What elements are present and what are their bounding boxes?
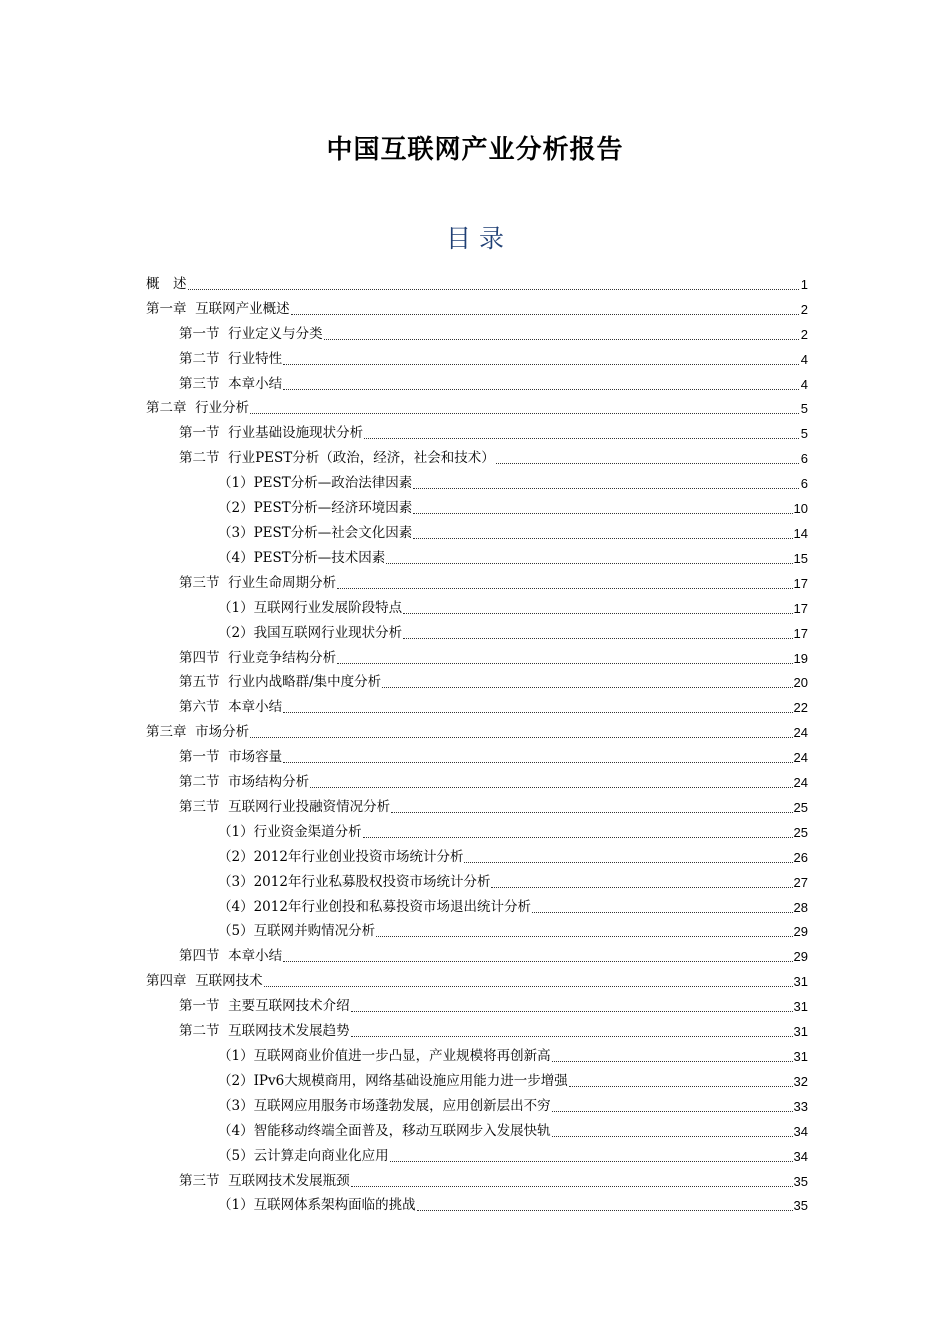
dot-leader <box>464 862 792 863</box>
toc-entry[interactable] <box>146 1040 808 1065</box>
dot-leader <box>417 1210 793 1211</box>
toc-entry[interactable] <box>146 393 808 418</box>
toc-entry-title: 第三章 市场分析 <box>146 724 250 741</box>
toc-page-number: 35 <box>793 1198 808 1214</box>
dot-leader <box>250 413 799 414</box>
toc-page-number: 24 <box>793 750 808 766</box>
toc-entry[interactable] <box>146 492 808 517</box>
dot-leader <box>310 787 792 788</box>
toc-entry-title: 第六节 本章小结 <box>179 699 283 716</box>
dot-leader <box>413 538 792 539</box>
toc-page-number: 19 <box>793 650 808 666</box>
dot-leader <box>337 663 792 664</box>
toc-page-number: 2 <box>800 326 808 342</box>
dot-leader <box>250 737 792 738</box>
toc-entry[interactable] <box>146 517 808 542</box>
toc-entry-title: （1）互联网体系架构面临的挑战 <box>218 1197 416 1214</box>
toc-entry[interactable] <box>146 990 808 1015</box>
toc-page-number: 17 <box>793 625 808 641</box>
toc-entry[interactable] <box>146 368 808 393</box>
toc-entry[interactable] <box>146 642 808 667</box>
toc-page-number: 20 <box>793 675 808 691</box>
table-of-contents <box>146 268 808 1214</box>
dot-leader <box>264 986 793 987</box>
toc-entry[interactable] <box>146 542 808 567</box>
dot-leader <box>496 463 799 464</box>
toc-entry[interactable] <box>146 467 808 492</box>
toc-entry-title: 第四节 行业竞争结构分析 <box>179 649 337 666</box>
dot-leader <box>351 1011 793 1012</box>
toc-entry[interactable] <box>146 766 808 791</box>
toc-heading: 目 录 <box>446 224 504 253</box>
toc-entry[interactable] <box>146 1065 808 1090</box>
toc-entry-title: 第三节 本章小结 <box>179 375 283 392</box>
toc-entry[interactable] <box>146 866 808 891</box>
toc-page-number: 1 <box>800 276 808 292</box>
toc-entry[interactable] <box>146 965 808 990</box>
toc-entry-title: （2）IPv6大规模商用，网络基础设施应用能力进一步增强 <box>218 1072 568 1089</box>
toc-page-number: 14 <box>793 525 808 541</box>
dot-leader <box>291 314 799 315</box>
toc-entry-title: 第一节 市场容量 <box>179 749 283 766</box>
toc-entry-title: 第二节 行业PEST分析（政治，经济，社会和技术） <box>179 450 495 467</box>
toc-entry-title: 第二节 互联网技术发展趋势 <box>179 1023 350 1040</box>
toc-page-number: 17 <box>793 575 808 591</box>
dot-leader <box>283 762 792 763</box>
toc-entry-title: 第三节 互联网技术发展瓶颈 <box>179 1172 350 1189</box>
dot-leader <box>413 488 799 489</box>
toc-entry[interactable] <box>146 617 808 642</box>
toc-entry-title: （1）行业资金渠道分析 <box>218 823 362 840</box>
toc-entry-title: （3）2012年行业私募股权投资市场统计分析 <box>218 873 491 890</box>
toc-page-number: 24 <box>793 725 808 741</box>
toc-entry[interactable] <box>146 1090 808 1115</box>
dot-leader <box>552 1111 793 1112</box>
toc-entry-title: 第一节 行业基础设施现状分析 <box>179 425 364 442</box>
dot-leader <box>283 364 799 365</box>
dot-leader <box>351 1186 793 1187</box>
dot-leader <box>532 912 793 913</box>
dot-leader <box>569 1086 793 1087</box>
dot-leader <box>376 936 792 937</box>
toc-entry[interactable] <box>146 667 808 692</box>
toc-entry[interactable] <box>146 442 808 467</box>
toc-entry-title: 第五节 行业内战略群/集中度分析 <box>179 674 382 691</box>
toc-entry[interactable] <box>146 1190 808 1215</box>
toc-entry[interactable] <box>146 691 808 716</box>
toc-page-number: 34 <box>793 1123 808 1139</box>
dot-leader <box>382 687 792 688</box>
toc-page-number: 27 <box>793 874 808 890</box>
toc-entry-title: （4）PEST分析—技术因素 <box>218 549 386 566</box>
toc-entry[interactable] <box>146 1115 808 1140</box>
toc-entry[interactable] <box>146 1140 808 1165</box>
toc-page-number: 31 <box>793 1049 808 1064</box>
dot-leader <box>188 289 800 290</box>
toc-page-number: 10 <box>793 501 808 517</box>
toc-entry-title: 第二章 行业分析 <box>146 400 250 417</box>
toc-entry[interactable] <box>146 791 808 816</box>
toc-entry-title: 第一章 互联网产业概述 <box>146 300 290 317</box>
toc-page-number: 22 <box>793 700 808 716</box>
dot-leader <box>403 638 792 639</box>
dot-leader <box>552 1061 793 1062</box>
toc-entry-title: （3）PEST分析—社会文化因素 <box>218 524 413 541</box>
dot-leader <box>552 1136 793 1137</box>
dot-leader <box>413 513 792 514</box>
toc-page-number: 15 <box>793 550 808 566</box>
toc-entry[interactable] <box>146 417 808 442</box>
dot-leader <box>364 438 799 439</box>
dot-leader <box>283 961 792 962</box>
toc-page-number: 5 <box>800 426 808 442</box>
toc-entry-title: （2）2012年行业创业投资市场统计分析 <box>218 848 464 865</box>
toc-page-number: 35 <box>793 1173 808 1189</box>
toc-page-number: 4 <box>800 351 808 367</box>
toc-entry[interactable] <box>146 841 808 866</box>
toc-entry[interactable] <box>146 741 808 766</box>
toc-entry-title: （5）互联网并购情况分析 <box>218 923 376 940</box>
toc-entry-title: 第四章 互联网技术 <box>146 973 263 990</box>
toc-entry-title: 第一节 行业定义与分类 <box>179 325 323 342</box>
toc-page-number: 31 <box>793 1024 808 1040</box>
dot-leader <box>283 389 799 390</box>
toc-entry[interactable] <box>146 916 808 941</box>
dot-leader <box>363 837 793 838</box>
toc-entry-title: 第三节 行业生命周期分析 <box>179 574 337 591</box>
document-title: 中国互联网产业分析报告 <box>326 135 624 165</box>
toc-entry-title: （2）PEST分析—经济环境因素 <box>218 500 413 517</box>
toc-entry[interactable] <box>146 940 808 965</box>
toc-entry-title: （3）互联网应用服务市场蓬勃发展，应用创新层出不穷 <box>218 1097 551 1114</box>
toc-page-number: 26 <box>793 849 808 865</box>
toc-entry-title: （2）我国互联网行业现状分析 <box>218 624 403 641</box>
toc-page-number: 29 <box>793 924 808 940</box>
toc-entry[interactable] <box>146 1165 808 1190</box>
dot-leader <box>390 1161 793 1162</box>
toc-entry-title: 第一节 主要互联网技术介绍 <box>179 998 350 1015</box>
toc-page-number: 6 <box>800 476 808 492</box>
dot-leader <box>386 563 792 564</box>
toc-entry[interactable] <box>146 318 808 343</box>
toc-entry-title: 第四节 本章小结 <box>179 948 283 965</box>
toc-page-number: 34 <box>793 1148 808 1164</box>
toc-entry[interactable] <box>146 343 808 368</box>
toc-page-number: 6 <box>800 451 808 467</box>
dot-leader <box>337 588 792 589</box>
toc-page-number: 31 <box>793 974 808 990</box>
toc-page-number: 4 <box>800 376 808 392</box>
dot-leader <box>351 1036 793 1037</box>
toc-page-number: 25 <box>793 824 808 840</box>
dot-leader <box>491 887 792 888</box>
toc-page-number: 25 <box>793 799 808 815</box>
toc-entry[interactable] <box>146 592 808 617</box>
toc-entry-title: 概 述 <box>146 275 187 292</box>
toc-entry[interactable] <box>146 293 808 318</box>
toc-page-number: 2 <box>800 301 808 317</box>
toc-entry[interactable] <box>146 567 808 592</box>
toc-entry-title: （4）智能移动终端全面普及，移动互联网步入发展快轨 <box>218 1122 551 1139</box>
dot-leader <box>324 339 799 340</box>
toc-page-number: 29 <box>793 949 808 965</box>
dot-leader <box>391 812 792 813</box>
toc-page-number: 33 <box>793 1098 808 1114</box>
toc-entry[interactable] <box>146 891 808 916</box>
toc-page-number: 5 <box>800 401 808 417</box>
toc-entry[interactable] <box>146 268 808 293</box>
toc-page-number: 24 <box>793 775 808 791</box>
toc-entry-title: 第二节 市场结构分析 <box>179 774 310 791</box>
toc-entry-title: （1）互联网行业发展阶段特点 <box>218 599 403 616</box>
toc-entry-title: （1）互联网商业价值进一步凸显，产业规模将再创新高 <box>218 1048 551 1064</box>
toc-entry-title: （4）2012年行业创投和私募投资市场退出统计分析 <box>218 898 531 915</box>
toc-page-number: 28 <box>793 899 808 915</box>
dot-leader <box>403 613 792 614</box>
toc-page-number: 31 <box>793 999 808 1015</box>
toc-entry[interactable] <box>146 1015 808 1040</box>
toc-page-number: 32 <box>793 1073 808 1089</box>
dot-leader <box>283 712 792 713</box>
toc-entry[interactable] <box>146 716 808 741</box>
toc-entry-title: （1）PEST分析—政治法律因素 <box>218 475 413 492</box>
toc-entry-title: 第二节 行业特性 <box>179 350 283 367</box>
toc-entry[interactable] <box>146 816 808 841</box>
toc-page-number: 17 <box>793 600 808 616</box>
toc-entry-title: （5）云计算走向商业化应用 <box>218 1147 389 1164</box>
toc-entry-title: 第三节 互联网行业投融资情况分析 <box>179 798 391 815</box>
